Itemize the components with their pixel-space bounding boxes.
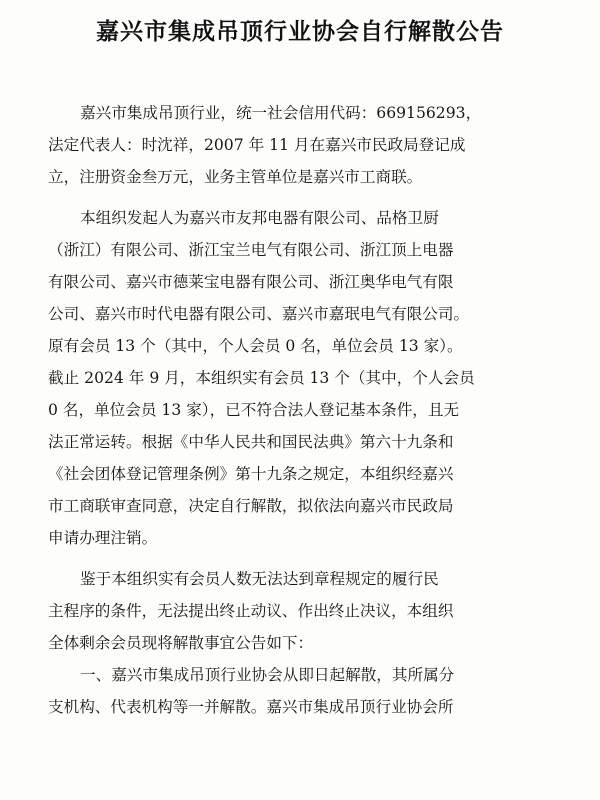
body-line-9: 截止 2024 年 9 月，本组织实有会员 13 个（其中，个人会员 — [48, 369, 475, 387]
body-line-7: 公司、嘉兴市时代电器有限公司、嘉兴市嘉珉电气有限公司。 — [48, 305, 470, 323]
body-line-6: 有限公司、嘉兴市德莱宝电器有限公司、浙江奥华电气有限 — [48, 273, 454, 291]
body-line-16: 主程序的条件，无法提出终止动议、作出终止决议，本组织 — [48, 602, 454, 620]
body-line-13: 市工商联审查同意，决定自行解散，拟依法向嘉兴市民政局 — [48, 497, 454, 515]
body-line-1: 嘉兴市集成吊顶行业，统一社会信用代码：669156293， — [80, 104, 482, 122]
document-title: 嘉兴市集成吊顶行业协会自行解散公告 — [96, 19, 504, 45]
body-line-10: 0 名，单位会员 13 家），已不符合法人登记基本条件，且无 — [48, 401, 460, 419]
body-line-14: 申请办理注销。 — [48, 529, 158, 547]
body-line-2: 法定代表人：时沈祥，2007 年 11 月在嘉兴市民政局登记成 — [48, 136, 466, 154]
body-line-3: 立，注册资金叁万元，业务主管单位是嘉兴市工商联。 — [48, 168, 423, 186]
body-line-4: 本组织发起人为嘉兴市友邦电器有限公司、品格卫厨 — [80, 209, 439, 227]
body-line-15: 鉴于本组织实有会员人数无法达到章程规定的履行民 — [80, 570, 439, 588]
body-line-8: 原有会员 13 个（其中，个人会员 0 名，单位会员 13 家）。 — [48, 337, 463, 355]
body-line-19: 支机构、代表机构等一并解散。嘉兴市集成吊顶行业协会所 — [48, 698, 454, 716]
body-line-5: （浙江）有限公司、浙江宝兰电气有限公司、浙江顶上电器 — [48, 241, 454, 259]
body-line-17: 全体剩余会员现将解散事宜公告如下： — [48, 634, 314, 652]
body-line-11: 法正常运转。根据《中华人民共和国民法典》第六十九条和 — [48, 433, 454, 451]
body-line-18: 一、嘉兴市集成吊顶行业协会从即日起解散，其所属分 — [80, 666, 455, 684]
body-line-12: 《社会团体登记管理条例》第十九条之规定，本组织经嘉兴 — [48, 465, 454, 483]
